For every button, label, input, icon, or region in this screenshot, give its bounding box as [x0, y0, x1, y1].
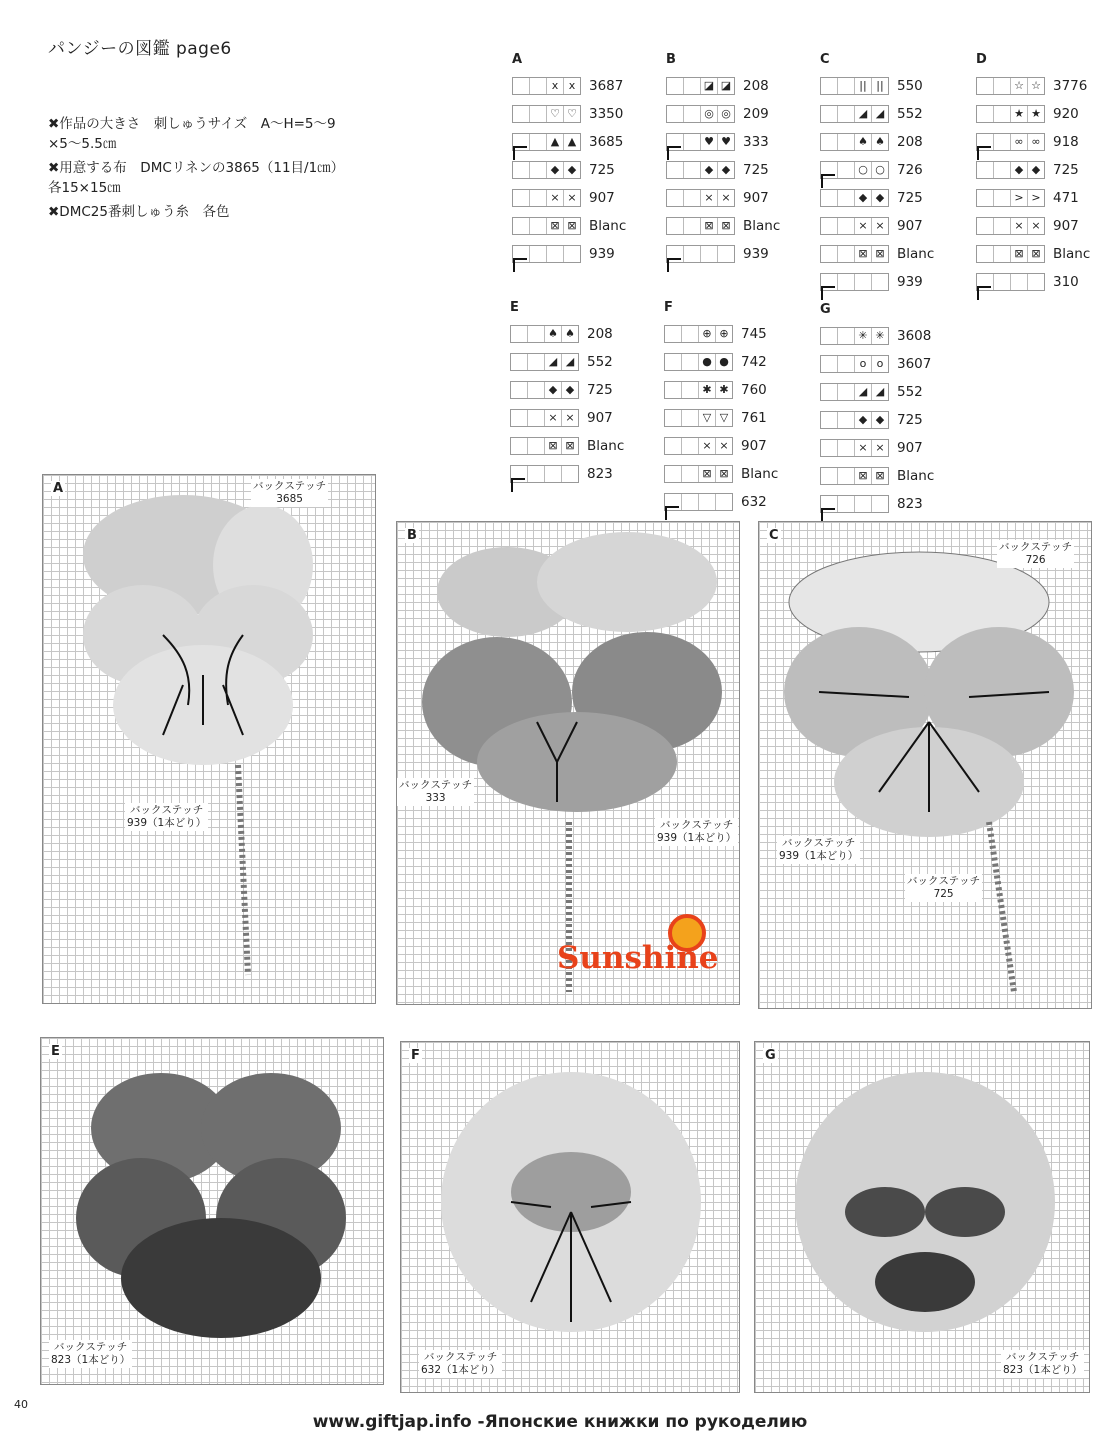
- symbol-swatch: ◪ ◪: [666, 77, 735, 95]
- color-key-c: [820, 52, 934, 296]
- backstitch-note: バックステッチ 726: [999, 541, 1073, 566]
- symbol-swatch: × ×: [666, 189, 735, 207]
- symbol-swatch: ● ●: [664, 353, 733, 371]
- symbol-swatch: [820, 495, 889, 513]
- thread-code: Blanc: [897, 468, 935, 484]
- symbol-swatch: ⊠ ⊠: [820, 467, 889, 485]
- color-key-a: [512, 52, 626, 268]
- key-row: [510, 404, 624, 432]
- key-row: [976, 212, 1090, 240]
- key-letter: E: [510, 300, 519, 315]
- thread-code: 3687: [589, 78, 624, 94]
- backstitch-note: バックステッチ 939（1本どり）: [127, 804, 207, 829]
- key-row: [820, 156, 934, 184]
- symbol-swatch: [664, 493, 733, 511]
- key-row: [820, 490, 934, 518]
- pansy-pattern-c: [759, 522, 1091, 1008]
- symbol-swatch: ⊠ ⊠: [976, 245, 1045, 263]
- key-row: [820, 434, 934, 462]
- thread-code: 907: [897, 440, 923, 456]
- thread-code: 742: [741, 354, 767, 370]
- spec-line: ×5〜5.5㎝: [48, 136, 117, 152]
- thread-code: 3350: [589, 106, 624, 122]
- color-key-f: [664, 300, 778, 516]
- color-key-d: [976, 52, 1090, 296]
- thread-code: Blanc: [589, 218, 627, 234]
- key-letter: F: [664, 300, 673, 315]
- thread-code: 823: [587, 466, 613, 482]
- key-row: [664, 320, 778, 348]
- key-row: [820, 462, 934, 490]
- key-row: [820, 72, 934, 100]
- symbol-swatch: ⊠ ⊠: [820, 245, 889, 263]
- symbol-swatch: ♠ ♠: [510, 325, 579, 343]
- thread-code: 310: [1053, 274, 1079, 290]
- thread-code: Blanc: [741, 466, 779, 482]
- key-row: [820, 184, 934, 212]
- symbol-swatch: ◢ ◢: [510, 353, 579, 371]
- symbol-swatch: ⊠ ⊠: [664, 465, 733, 483]
- chart-label: B: [407, 528, 417, 543]
- key-row: [666, 156, 780, 184]
- key-row: [820, 350, 934, 378]
- thread-code: Blanc: [743, 218, 781, 234]
- thread-code: 823: [897, 496, 923, 512]
- symbol-swatch: ▽ ▽: [664, 409, 733, 427]
- thread-code: 725: [743, 162, 769, 178]
- key-row: [820, 322, 934, 350]
- thread-code: 552: [897, 106, 923, 122]
- spec-line: ✖作品の大きさ 刺しゅうサイズ A〜H=5〜9: [48, 116, 336, 132]
- key-letter: A: [512, 52, 523, 67]
- symbol-swatch: ◢ ◢: [820, 383, 889, 401]
- key-letter: G: [820, 302, 831, 317]
- symbol-swatch: ◆ ◆: [820, 189, 889, 207]
- spec-line: 各15×15㎝: [48, 180, 121, 196]
- key-row: [512, 240, 626, 268]
- thread-code: 907: [1053, 218, 1079, 234]
- key-row: [664, 432, 778, 460]
- symbol-swatch: ⊕ ⊕: [664, 325, 733, 343]
- thread-code: 907: [743, 190, 769, 206]
- thread-code: 725: [589, 162, 615, 178]
- color-key-b: [666, 52, 780, 268]
- key-row: [820, 100, 934, 128]
- key-row: [510, 320, 624, 348]
- symbol-swatch: × ×: [976, 217, 1045, 235]
- chart-label: G: [765, 1048, 776, 1063]
- pansy-pattern-f: [401, 1042, 739, 1392]
- pansy-pattern-e: [41, 1038, 383, 1384]
- chart-a: [42, 474, 376, 1004]
- symbol-swatch: ○ ○: [820, 161, 889, 179]
- chart-c: [758, 521, 1092, 1009]
- thread-code: 907: [741, 438, 767, 454]
- thread-code: 725: [897, 412, 923, 428]
- page-number: 40: [14, 1398, 28, 1411]
- symbol-swatch: × ×: [820, 439, 889, 457]
- spec-line: ✖DMC25番刺しゅう糸 各色: [48, 204, 230, 220]
- key-letter: D: [976, 52, 987, 67]
- key-row: [510, 460, 624, 488]
- thread-code: Blanc: [1053, 246, 1091, 262]
- thread-code: 208: [587, 326, 613, 342]
- symbol-swatch: [510, 465, 579, 483]
- symbol-swatch: ⊠ ⊠: [510, 437, 579, 455]
- thread-code: 760: [741, 382, 767, 398]
- thread-code: 939: [743, 246, 769, 262]
- key-letter: C: [820, 52, 830, 67]
- key-row: [512, 100, 626, 128]
- project-specs: [48, 112, 408, 224]
- symbol-swatch: ◆ ◆: [820, 411, 889, 429]
- symbol-swatch: ♠ ♠: [820, 133, 889, 151]
- chart-label: C: [769, 528, 779, 543]
- thread-code: 552: [587, 354, 613, 370]
- backstitch-note: バックステッチ 3685: [253, 480, 327, 505]
- key-row: [664, 488, 778, 516]
- thread-code: 209: [743, 106, 769, 122]
- backstitch-note: バックステッチ 823（1本どり）: [1003, 1351, 1083, 1376]
- thread-code: 745: [741, 326, 767, 342]
- spec-line: ✖用意する布 DMCリネンの3865（11目/1㎝）: [48, 160, 345, 176]
- symbol-swatch: [976, 273, 1045, 291]
- chart-f: [400, 1041, 740, 1393]
- key-row: [510, 432, 624, 460]
- symbol-swatch: × ×: [512, 189, 581, 207]
- thread-code: 907: [897, 218, 923, 234]
- symbol-swatch: ◢ ◢: [820, 105, 889, 123]
- key-row: [664, 460, 778, 488]
- thread-code: 3608: [897, 328, 932, 344]
- symbol-swatch: ♡ ♡: [512, 105, 581, 123]
- symbol-swatch: ◆ ◆: [976, 161, 1045, 179]
- key-row: [666, 128, 780, 156]
- thread-code: Blanc: [587, 438, 625, 454]
- color-key-g: [820, 302, 934, 518]
- key-row: [510, 348, 624, 376]
- key-row: [976, 100, 1090, 128]
- symbol-swatch: [820, 273, 889, 291]
- thread-code: 552: [897, 384, 923, 400]
- key-row: [820, 406, 934, 434]
- key-row: [664, 404, 778, 432]
- thread-code: 918: [1053, 134, 1079, 150]
- key-row: [666, 240, 780, 268]
- key-row: [512, 184, 626, 212]
- backstitch-note: バックステッチ 632（1本どり）: [421, 1351, 501, 1376]
- thread-code: 725: [897, 190, 923, 206]
- key-row: [512, 212, 626, 240]
- key-row: [664, 348, 778, 376]
- watermark: Sunshine: [557, 940, 719, 976]
- backstitch-note: バックステッチ 725: [907, 875, 981, 900]
- thread-code: 3685: [589, 134, 624, 150]
- key-row: [512, 128, 626, 156]
- key-row: [512, 156, 626, 184]
- thread-code: Blanc: [897, 246, 935, 262]
- backstitch-note: バックステッチ 333: [399, 779, 473, 804]
- key-row: [976, 184, 1090, 212]
- symbol-swatch: > >: [976, 189, 1045, 207]
- chart-g: [754, 1041, 1090, 1393]
- symbol-swatch: ◆ ◆: [512, 161, 581, 179]
- symbol-swatch: × ×: [664, 437, 733, 455]
- symbol-swatch: ⊠ ⊠: [666, 217, 735, 235]
- thread-code: 3607: [897, 356, 932, 372]
- symbol-swatch: ◎ ◎: [666, 105, 735, 123]
- thread-code: 725: [1053, 162, 1079, 178]
- thread-code: 907: [589, 190, 615, 206]
- symbol-swatch: ▲ ▲: [512, 133, 581, 151]
- key-row: [976, 156, 1090, 184]
- symbol-swatch: [666, 245, 735, 263]
- thread-code: 333: [743, 134, 769, 150]
- backstitch-note: バックステッチ 939（1本どり）: [779, 837, 859, 862]
- key-row: [512, 72, 626, 100]
- key-row: [664, 376, 778, 404]
- symbol-swatch: ✳ ✳: [820, 327, 889, 345]
- symbol-swatch: o o: [820, 355, 889, 373]
- color-key-e: [510, 300, 624, 488]
- key-row: [976, 240, 1090, 268]
- symbol-swatch: ∞ ∞: [976, 133, 1045, 151]
- key-row: [666, 212, 780, 240]
- key-row: [820, 378, 934, 406]
- key-row: [666, 184, 780, 212]
- thread-code: 550: [897, 78, 923, 94]
- chart-label: A: [53, 481, 64, 496]
- key-row: [820, 128, 934, 156]
- pansy-pattern-g: [755, 1042, 1089, 1392]
- symbol-swatch: ★ ★: [976, 105, 1045, 123]
- thread-code: 939: [897, 274, 923, 290]
- symbol-swatch: ◆ ◆: [510, 381, 579, 399]
- key-row: [976, 72, 1090, 100]
- thread-code: 920: [1053, 106, 1079, 122]
- pansy-pattern-a: [43, 475, 375, 1003]
- symbol-swatch: ✱ ✱: [664, 381, 733, 399]
- thread-code: 471: [1053, 190, 1079, 206]
- page-title: パンジーの図鑑 page6: [48, 39, 232, 59]
- key-letter: B: [666, 52, 676, 67]
- key-row: [666, 100, 780, 128]
- key-row: [666, 72, 780, 100]
- chart-label: F: [411, 1048, 420, 1063]
- chart-label: E: [51, 1044, 60, 1059]
- key-row: [510, 376, 624, 404]
- key-row: [976, 128, 1090, 156]
- footer: www.giftjap.info -Японские книжки по рукоделию: [312, 1412, 808, 1432]
- symbol-swatch: [512, 245, 581, 263]
- thread-code: 761: [741, 410, 767, 426]
- thread-code: 632: [741, 494, 767, 510]
- thread-code: 939: [589, 246, 615, 262]
- thread-code: 726: [897, 162, 923, 178]
- key-row: [976, 268, 1090, 296]
- key-row: [820, 240, 934, 268]
- key-row: [820, 212, 934, 240]
- thread-code: 3776: [1053, 78, 1088, 94]
- thread-code: 725: [587, 382, 613, 398]
- thread-code: 208: [897, 134, 923, 150]
- symbol-swatch: ☆ ☆: [976, 77, 1045, 95]
- symbol-swatch: x x: [512, 77, 581, 95]
- thread-code: 907: [587, 410, 613, 426]
- chart-e: [40, 1037, 384, 1385]
- symbol-swatch: × ×: [820, 217, 889, 235]
- key-row: [820, 268, 934, 296]
- backstitch-note: バックステッチ 939（1本どり）: [657, 819, 737, 844]
- symbol-swatch: × ×: [510, 409, 579, 427]
- backstitch-note: バックステッチ 823（1本どり）: [51, 1341, 131, 1366]
- symbol-swatch: ♥ ♥: [666, 133, 735, 151]
- thread-code: 208: [743, 78, 769, 94]
- symbol-swatch: ◆ ◆: [666, 161, 735, 179]
- symbol-swatch: || ||: [820, 77, 889, 95]
- symbol-swatch: ⊠ ⊠: [512, 217, 581, 235]
